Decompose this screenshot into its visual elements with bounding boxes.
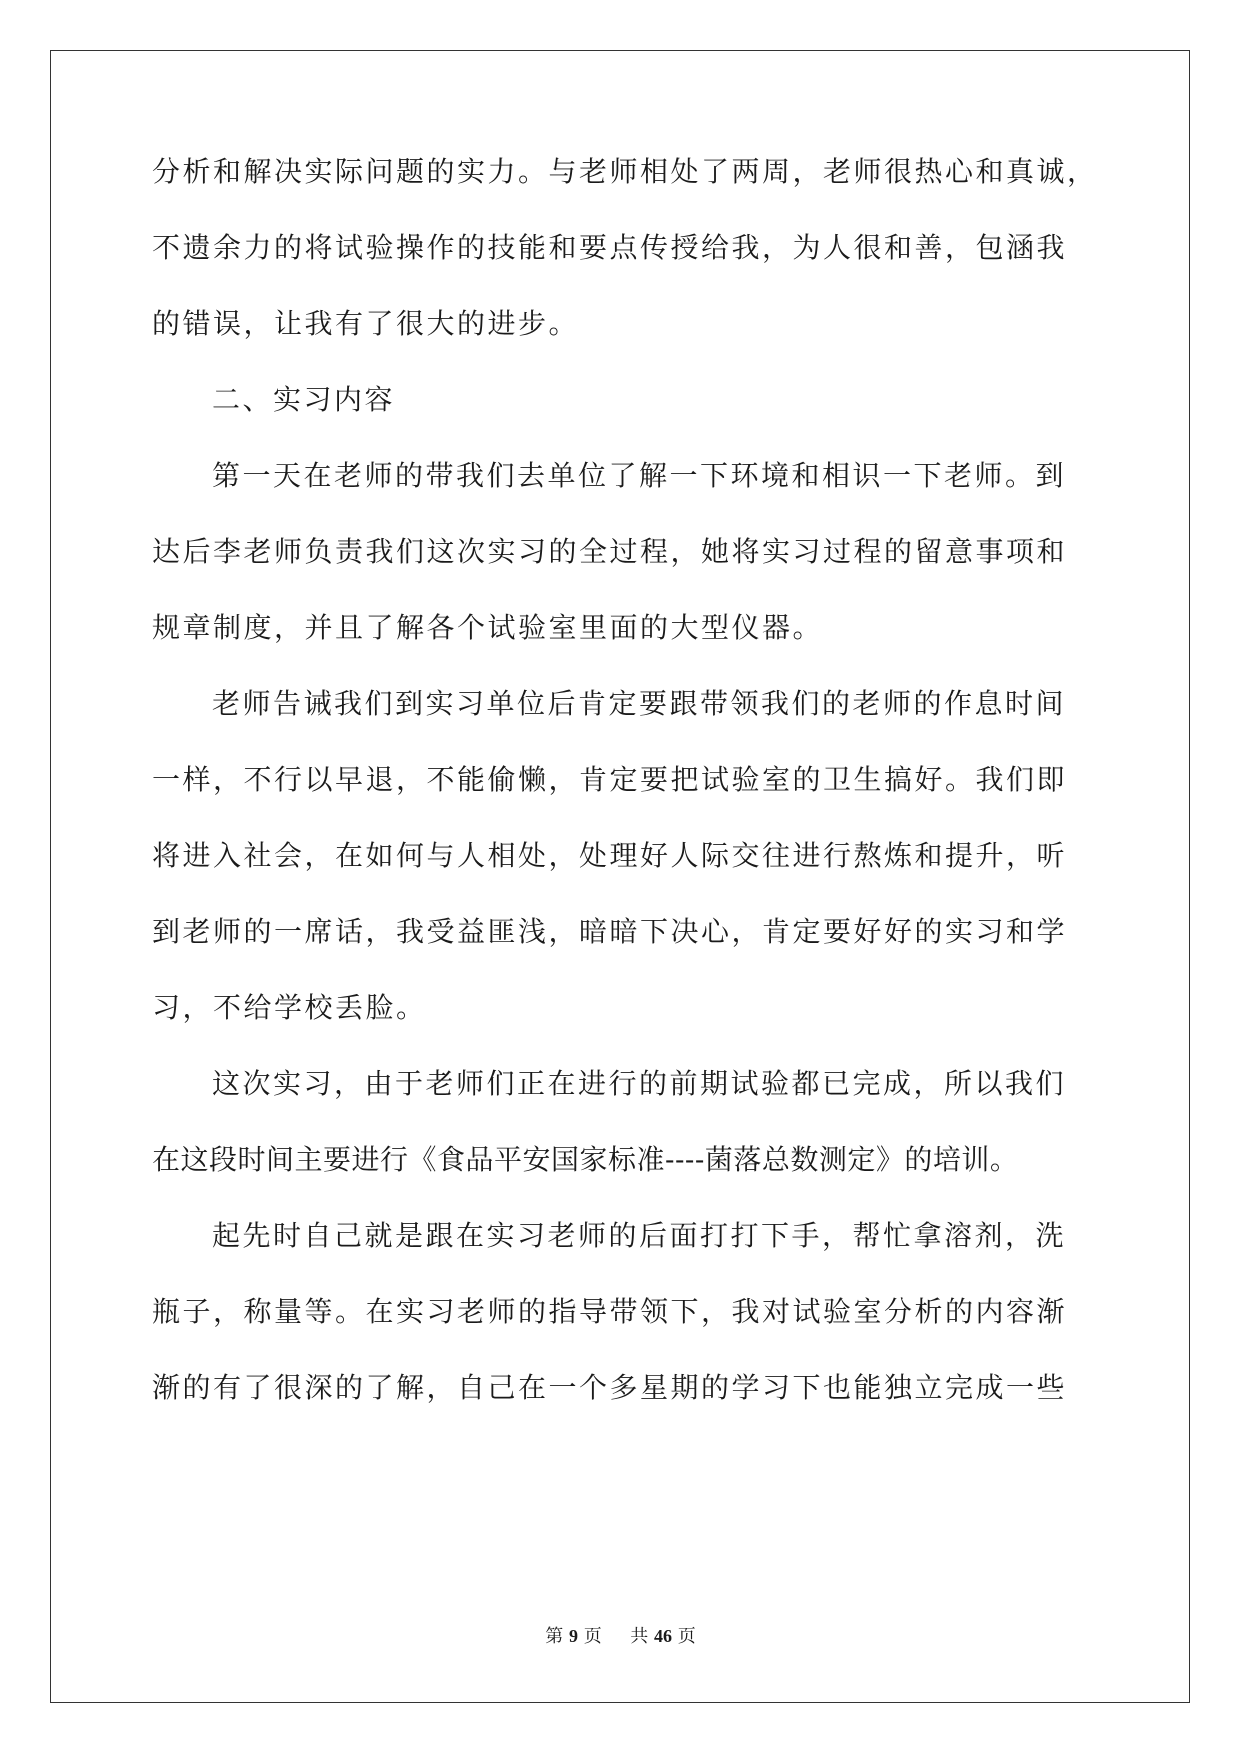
text-line: 瓶子，称量等。在实习老师的指导带领下，我对试验室分析的内容渐: [152, 1295, 1068, 1328]
text-line: 第一天在老师的带我们去单位了解一下环境和相识一下老师。到: [212, 459, 1067, 492]
text-line: 渐的有了很深的了解，自己在一个多星期的学习下也能独立完成一些: [152, 1371, 1068, 1404]
text-line: 将进入社会，在如何与人相处，处理好人际交往进行熬炼和提升，听: [152, 839, 1068, 872]
text-line: 的错误，让我有了很大的进步。: [152, 307, 580, 340]
text-line: 起先时自己就是跟在实习老师的后面打打下手，帮忙拿溶剂，洗: [212, 1219, 1067, 1252]
text-line: 分析和解决实际问题的实力。与老师相处了两周，老师很热心和真诚，: [152, 155, 1098, 188]
total-unit: 页: [677, 1626, 696, 1647]
page-number: 9: [568, 1626, 578, 1646]
total-prefix: 共: [630, 1626, 649, 1647]
page-prefix: 第: [545, 1626, 564, 1647]
section-heading: 二、实习内容: [212, 383, 396, 416]
text-line: 达后李老师负责我们这次实习的全过程，她将实习过程的留意事项和: [152, 535, 1068, 568]
text-line: 一样，不行以早退，不能偷懒，肯定要把试验室的卫生搞好。我们即: [152, 763, 1068, 796]
text-line: 不遗余力的将试验操作的技能和要点传授给我，为人很和善，包涵我: [152, 231, 1068, 264]
text-line: 习，不给学校丢脸。: [152, 991, 427, 1024]
text-line: 到老师的一席话，我受益匪浅，暗暗下决心，肯定要好好的实习和学: [152, 915, 1068, 948]
page-unit: 页: [583, 1626, 602, 1647]
text-line: 在这段时间主要进行《食品平安国家标准----菌落总数测定》的培训。: [152, 1143, 1019, 1176]
text-line: 老师告诫我们到实习单位后肯定要跟带领我们的老师的作息时间: [212, 687, 1067, 720]
page-border: [50, 50, 1190, 1703]
page-footer: [0, 1624, 1241, 1649]
text-line: 规章制度，并且了解各个试验室里面的大型仪器。: [152, 611, 824, 644]
total-pages: 46: [654, 1626, 673, 1646]
text-line: 这次实习，由于老师们正在进行的前期试验都已完成，所以我们: [212, 1067, 1067, 1100]
